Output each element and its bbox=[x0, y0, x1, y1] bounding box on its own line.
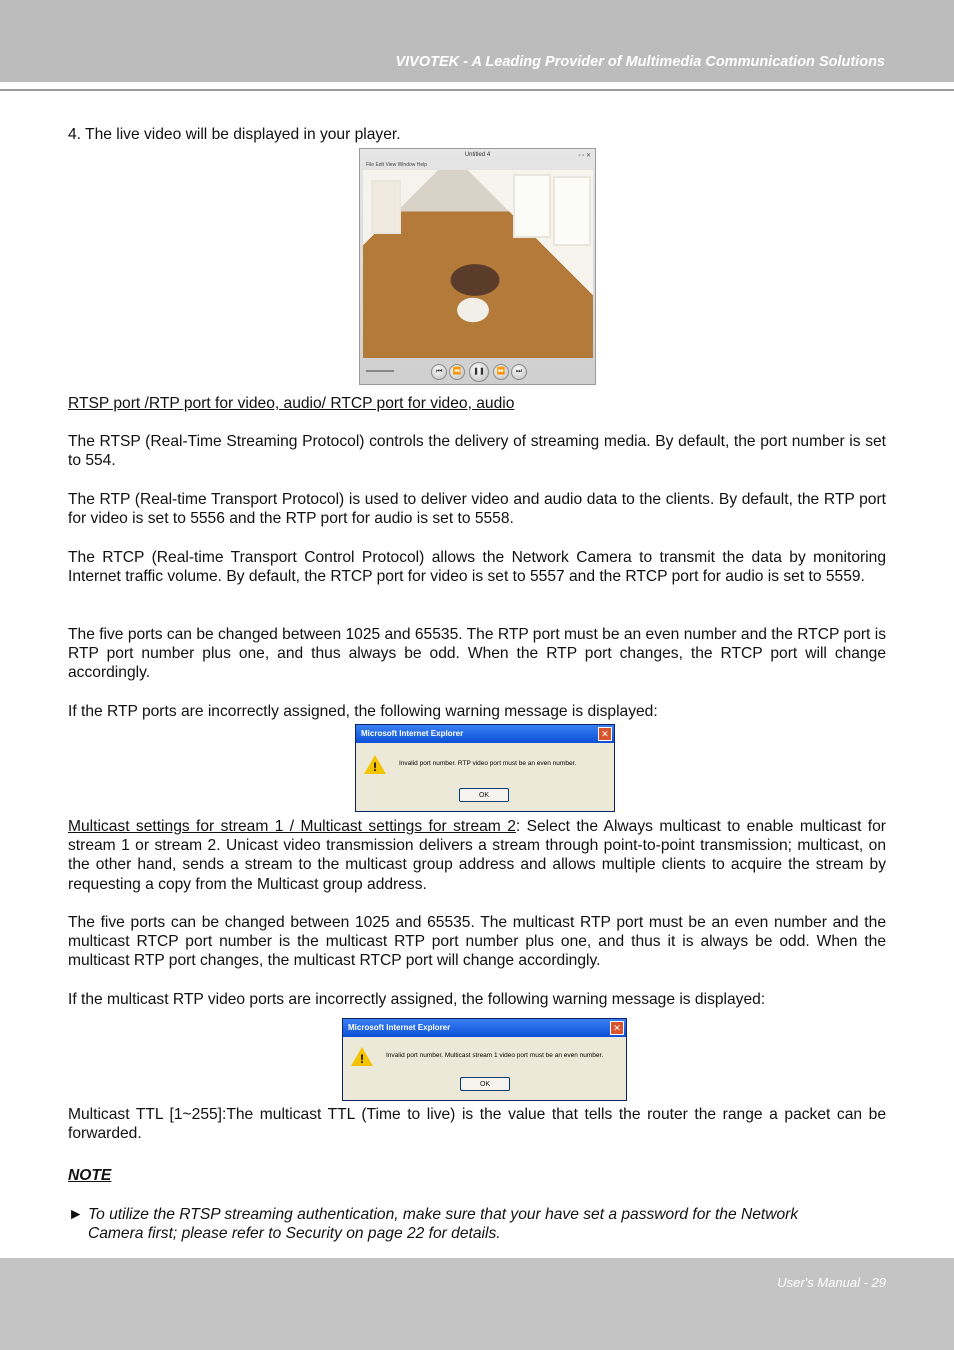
multicast-heading: Multicast settings for stream 1 / Multicast settings for stream 2 bbox=[68, 818, 516, 835]
dialog-title: Microsoft Internet Explorer bbox=[356, 725, 614, 743]
multicast-ports-paragraph: The five ports can be changed between 1025 and 65535. The multicast RTP port must be an even number and the multicast RTCP port number is the multicast RTP port number plus one, and thus it is always be odd. When the multicast RTP port changes, the multicast RTCP port will change accordingly. bbox=[68, 914, 886, 970]
room-window bbox=[553, 176, 591, 246]
fast-forward-icon[interactable]: ⏩ bbox=[493, 364, 509, 380]
dialog-title: Microsoft Internet Explorer bbox=[343, 1019, 626, 1037]
note-label: NOTE bbox=[68, 1167, 112, 1184]
rtp-paragraph: The RTP (Real-time Transport Protocol) is used to deliver video and audio data to the clients. By default, the RTP port for video is set to 5556 and the RTP port for audio is set to 5558. bbox=[68, 491, 886, 528]
media-player-screenshot bbox=[359, 148, 596, 385]
rtp-warning-intro: If the RTP ports are incorrectly assigned, the following warning message is displayed: bbox=[68, 703, 658, 720]
multicast-paragraph bbox=[68, 817, 886, 894]
bullet-arrow-icon: ► bbox=[68, 1206, 84, 1223]
player-controls bbox=[360, 360, 595, 384]
step-4-text: 4. The live video will be displayed in your player. bbox=[68, 126, 401, 143]
player-menu: File Edit View Window Help bbox=[366, 162, 428, 168]
note-text: To utilize the RTSP streaming authentication, make sure that your have set a password for the Network Camera first; please refer to Security on page 22 for details. bbox=[88, 1206, 799, 1243]
ttl-paragraph: Multicast TTL [1~255]:The multicast TTL (Time to live) is the value that tells the router the range a packet can be forwarded. bbox=[68, 1106, 886, 1143]
note-item bbox=[68, 1205, 828, 1243]
multicast-body: : Select the Always multicast to enable multicast for stream 1 or stream 2. Unicast video transmission delivers a stream through point-to-point transmission; multicast, on the other hand, sends a stream to the multicast group address and allows multiple clients to acquire the stream by requesting a copy from the Multicast group address. bbox=[68, 818, 886, 893]
ok-button[interactable]: OK bbox=[460, 1077, 510, 1091]
rtp-warning-dialog bbox=[355, 724, 615, 812]
header-rule bbox=[0, 89, 954, 91]
page-number: User's Manual - 29 bbox=[777, 1275, 886, 1290]
room-shelf bbox=[371, 180, 401, 234]
rewind-icon[interactable]: ⏪ bbox=[449, 364, 465, 380]
rtsp-section-heading: RTSP port /RTP port for video, audio/ RTCP port for video, audio bbox=[68, 395, 515, 412]
skip-forward-icon[interactable]: ⏭ bbox=[511, 364, 527, 380]
warning-mark: ! bbox=[373, 760, 377, 774]
live-video-frame bbox=[363, 170, 593, 358]
pause-icon[interactable]: ❚❚ bbox=[469, 362, 489, 382]
multicast-warning-dialog bbox=[342, 1018, 627, 1101]
close-icon[interactable]: ✕ bbox=[610, 1021, 624, 1035]
multicast-warning-intro: If the multicast RTP video ports are incorrectly assigned, the following warning message is displayed: bbox=[68, 991, 766, 1008]
volume-slider[interactable] bbox=[366, 370, 394, 372]
dialog-message: Invalid port number. RTP video port must be an even number. bbox=[399, 760, 577, 767]
page-footer bbox=[0, 1258, 954, 1350]
ok-button[interactable]: OK bbox=[459, 788, 509, 802]
room-window bbox=[513, 174, 551, 238]
header-title: VIVOTEK - A Leading Provider of Multimedia Communication Solutions bbox=[395, 54, 885, 70]
rtsp-paragraph: The RTSP (Real-Time Streaming Protocol) controls the delivery of streaming media. By default, the port number is set to 554. bbox=[68, 433, 886, 470]
page-header bbox=[0, 0, 954, 82]
window-buttons-icon: ▫ ▫ ✕ bbox=[578, 153, 591, 159]
dialog-message: Invalid port number. Multicast stream 1 video port must be an even number. bbox=[386, 1052, 604, 1059]
player-window-title: Untitled 4 bbox=[464, 152, 491, 158]
skip-back-icon[interactable]: ⏮ bbox=[431, 364, 447, 380]
rtcp-paragraph: The RTCP (Real-time Transport Control Protocol) allows the Network Camera to transmit the data by monitoring Internet traffic volume. By default, the RTCP port for video is set to 5557 and the RTCP port for audio is set to 5559. bbox=[68, 549, 886, 586]
close-icon[interactable]: ✕ bbox=[598, 727, 612, 741]
five-ports-paragraph: The five ports can be changed between 1025 and 65535. The RTP port must be an even number and the RTCP port is RTP port number plus one, and thus always be odd. When the RTP port changes, the RTCP port will change accordingly. bbox=[68, 626, 886, 682]
warning-mark: ! bbox=[360, 1052, 364, 1066]
